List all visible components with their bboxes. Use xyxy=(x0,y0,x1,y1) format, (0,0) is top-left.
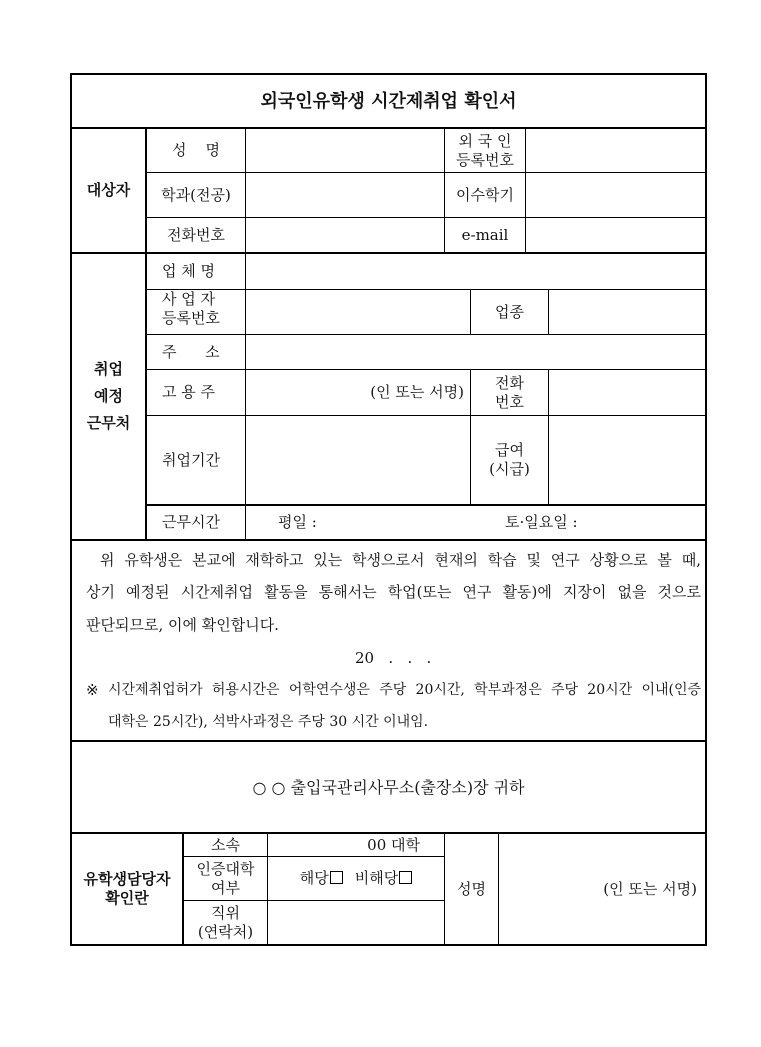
address-label: 주 소 xyxy=(162,342,220,361)
employer-field[interactable] xyxy=(246,370,470,415)
period-label: 취업기간 xyxy=(162,450,220,469)
cert-label-line1: 인증대학 xyxy=(196,859,255,878)
border-bottom xyxy=(70,944,707,946)
workplace-section-label-line2: 예정 xyxy=(94,387,123,405)
subject-section-label: 대상자 xyxy=(86,181,131,199)
confirm-section-label xyxy=(72,834,182,944)
cert-yes-option[interactable] xyxy=(300,869,343,888)
cert-label-line2: 여부 xyxy=(211,878,240,897)
workplace-section-label-line1: 취업 xyxy=(94,360,123,378)
employer-phone-label xyxy=(471,370,548,415)
department-label: 학과(전공) xyxy=(161,185,231,204)
cert-options xyxy=(268,857,444,900)
position-label xyxy=(184,901,267,944)
affiliation-label: 소속 xyxy=(211,835,240,854)
semester-label: 이수학기 xyxy=(456,185,514,204)
weekend-label: 토·일요일 : xyxy=(505,513,578,531)
statement-line-3: 판단되므로, 이에 확인합니다. xyxy=(86,616,279,634)
hours-label: 근무시간 xyxy=(162,513,220,531)
cert-label xyxy=(184,857,267,900)
weekday-label: 평일 : xyxy=(278,513,317,531)
workplace-section-label-line3: 근무처 xyxy=(86,414,131,432)
note-line-1: 시간제취업허가 허용시간은 어학연수생은 주당 20시간, 학부과정은 주당 20시간 이내(인증 xyxy=(108,682,701,698)
email-field[interactable] xyxy=(526,218,705,252)
industry-field[interactable] xyxy=(549,290,705,334)
officer-name-label: 성명 xyxy=(457,879,486,898)
cert-yes-checkbox[interactable] xyxy=(330,871,343,884)
alien-reg-label xyxy=(445,129,525,172)
alien-reg-field[interactable] xyxy=(526,129,705,172)
wage-field[interactable] xyxy=(549,416,705,504)
alien-reg-label-line2: 등록번호 xyxy=(456,150,514,169)
name-field[interactable] xyxy=(246,129,444,172)
phone-field[interactable] xyxy=(246,218,444,252)
cert-yes-label: 해당 xyxy=(299,869,329,887)
name-label: 성 명 xyxy=(171,141,221,159)
position-label-line2: (연락처) xyxy=(197,922,254,941)
confirm-section-label-line2: 확인란 xyxy=(105,889,149,907)
statement-line-1: 위 유학생은 본교에 재학하고 있는 학생으로서 현재의 학습 및 연구 상황으로 볼 때, xyxy=(100,551,701,569)
statement-date[interactable]: 20 . . . xyxy=(355,649,432,667)
position-field[interactable] xyxy=(268,901,444,944)
company-field[interactable] xyxy=(246,254,705,289)
grid-line xyxy=(145,254,147,539)
statement-line-2: 상기 예정된 시간제취업 활동을 통해서는 학업(또는 연구 활동)에 지장이 없을 것으로 xyxy=(86,583,701,601)
industry-label: 업종 xyxy=(495,302,524,321)
affiliation-value[interactable]: 00 대학 xyxy=(367,835,420,854)
cert-no-option[interactable] xyxy=(355,869,412,888)
period-field[interactable] xyxy=(246,416,470,504)
confirm-section-label-line1: 유학생담당자 xyxy=(83,870,171,888)
company-label: 업 체 명 xyxy=(162,262,216,280)
form-title: 외국인유학생 시간제취업 확인서 xyxy=(260,90,517,112)
department-field[interactable] xyxy=(246,173,444,217)
addressee: ○ ○ 출입국관리사무소(출장소)장 귀하 xyxy=(252,777,525,797)
note-mark: ※ xyxy=(86,681,99,699)
weekday-hours-field[interactable] xyxy=(278,506,478,539)
note-line-2: 대학은 25시간), 석박사과정은 주당 30 시간 이내임. xyxy=(108,714,429,730)
phone-label: 전화번호 xyxy=(167,225,225,244)
divider xyxy=(70,539,707,541)
employer-phone-label-line1: 전화 xyxy=(495,373,524,392)
email-label: e-mail xyxy=(461,225,509,244)
wage-label-line1: 급여 xyxy=(495,441,524,459)
biz-reg-field[interactable] xyxy=(246,290,470,334)
cert-no-checkbox[interactable] xyxy=(399,871,412,884)
workplace-section-label xyxy=(72,254,145,539)
cert-no-label: 비해당 xyxy=(354,869,399,887)
employer-sign-text: (인 또는 서명) xyxy=(370,383,464,401)
biz-reg-label xyxy=(162,290,245,334)
position-label-line1: 직위 xyxy=(211,903,240,922)
employer-label: 고 용 주 xyxy=(162,383,216,401)
employer-phone-field[interactable] xyxy=(549,370,705,415)
weekend-hours-field[interactable] xyxy=(505,506,703,539)
biz-reg-label-line1: 사 업 자 xyxy=(162,290,216,308)
officer-sign-text: (인 또는 서명) xyxy=(603,879,697,898)
employer-phone-label-line2: 번호 xyxy=(495,392,524,411)
wage-label-line2: (시급) xyxy=(489,460,530,478)
officer-sign-field[interactable] xyxy=(499,834,705,944)
border-right xyxy=(705,73,707,946)
biz-reg-label-line2: 등록번호 xyxy=(162,309,220,327)
alien-reg-label-line1: 외 국 인 xyxy=(458,131,512,150)
address-field[interactable] xyxy=(246,335,705,369)
semester-field[interactable] xyxy=(526,173,705,217)
wage-label xyxy=(471,416,548,504)
